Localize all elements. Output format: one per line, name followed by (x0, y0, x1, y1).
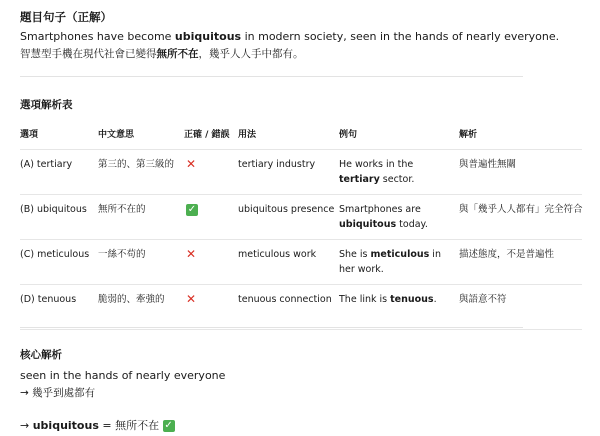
meaning-cell: 一絲不苟的 (98, 249, 146, 260)
example-cell: Smartphones are ubiquitous today. (339, 204, 428, 230)
correct-cell (186, 292, 196, 308)
core-heading: 核心解析 (20, 349, 62, 361)
target-word: ubiquitous (174, 30, 242, 43)
col-example-header: 例句 (339, 130, 358, 140)
usage-cell: tertiary industry (238, 159, 316, 170)
analysis-cell: 與「幾乎人人都有」完全符合 (459, 204, 583, 215)
correct-cell (186, 202, 198, 217)
example-cell: The link is tenuous. (339, 294, 437, 305)
options-heading: 選項解析表 (20, 99, 73, 111)
analysis-cell: 與普遍性無關 (459, 159, 517, 170)
divider (20, 327, 523, 328)
usage-cell: tenuous connection (238, 294, 332, 305)
question-heading: 題目句子（正解） (20, 10, 112, 24)
correct-cell (186, 247, 196, 263)
example-cell: He works in the tertiary sector. (339, 159, 415, 185)
core-line-answer: → ubiquitous = 無所不在 ✓ (20, 419, 173, 432)
option-cell: (B) ubiquitous (20, 204, 87, 215)
correct-cell (186, 157, 196, 173)
options-table (20, 122, 582, 330)
col-analysis-header: 解析 (459, 130, 478, 140)
cross-mark-icon: ✕ (186, 247, 197, 261)
option-cell: (D) tenuous (20, 294, 77, 305)
table-row (20, 240, 582, 285)
table-row (20, 285, 582, 330)
analysis-cell: 與語意不符 (459, 294, 507, 305)
meaning-cell: 第三的、第三級的 (98, 159, 175, 170)
core-line-meaning: → 幾乎到處都有 (20, 387, 96, 399)
check-box-icon: ✓ (187, 203, 197, 215)
check-box-icon: ✓ (164, 420, 173, 431)
analysis-cell: 描述態度，不是普遍性 (459, 249, 555, 260)
core-line-phrase: seen in the hands of nearly everyone (20, 369, 226, 382)
cross-mark-icon: ✕ (186, 157, 197, 171)
table-row (20, 195, 582, 240)
option-cell: (C) meticulous (20, 249, 90, 260)
table-row (20, 150, 582, 195)
cross-mark-icon: ✕ (186, 292, 197, 306)
option-cell: (A) tertiary (20, 159, 73, 170)
usage-cell: ubiquitous presence (238, 204, 335, 215)
col-usage-header: 用法 (238, 130, 257, 140)
col-meaning-header: 中文意思 (98, 130, 135, 140)
question-sentence-zh: 智慧型手機在現代社會已變得無所不在，幾乎人人手中都有。 (20, 48, 304, 60)
col-option-header: 選項 (20, 130, 39, 140)
meaning-cell: 脆弱的、牽強的 (98, 294, 165, 305)
col-correct-header: 正確 / 錯誤 (184, 130, 230, 140)
table-header-row (20, 122, 582, 150)
question-sentence-en: Smartphones have become ubiquitous in modern society, seen in the hands of nearly everyone. (20, 30, 560, 43)
divider (20, 76, 523, 77)
example-cell: She is meticulous in her work. (339, 249, 441, 275)
usage-cell: meticulous work (238, 249, 317, 260)
meaning-cell: 無所不在的 (98, 204, 146, 215)
